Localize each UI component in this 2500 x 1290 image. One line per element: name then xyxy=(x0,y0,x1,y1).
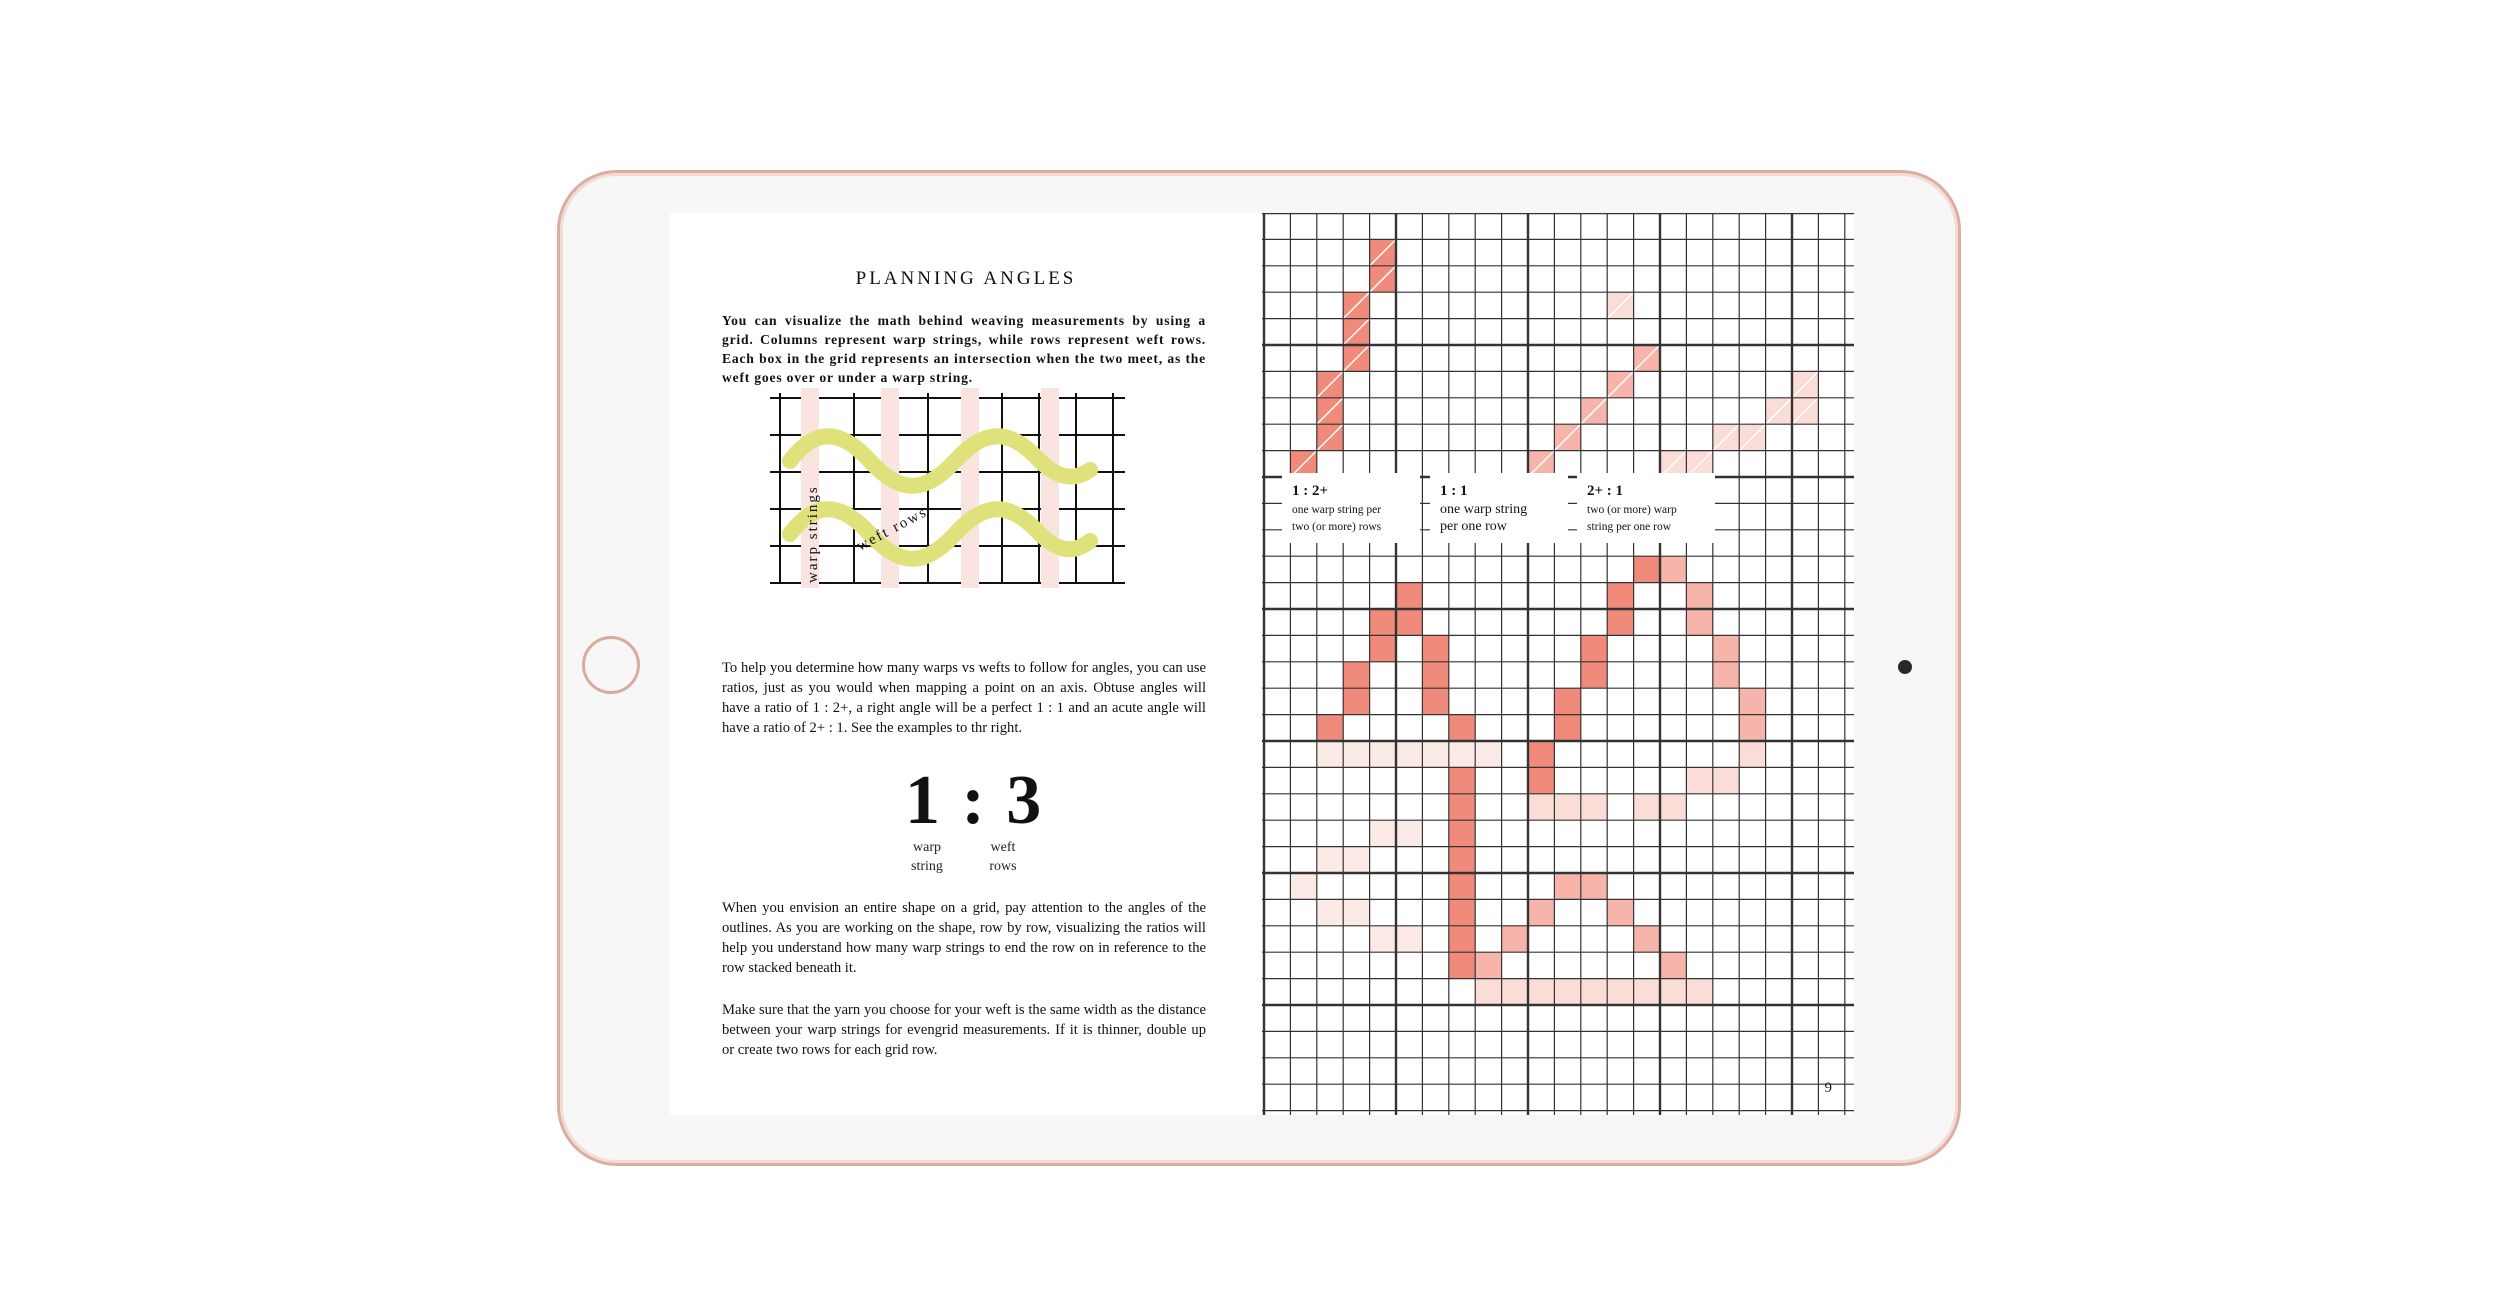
ratio-paragraph: To help you determine how many warps vs wefts to follow for angles, you can use ratios, just as you would when mapping a point on an axis. Obtuse angles will have a ratio of 1 : 2+, a right angle will be a perfect 1 : 1 and an acute angle will have a ratio of 2+ : 1. See the examples to thr right. xyxy=(722,660,1206,736)
grid-cell xyxy=(1713,635,1739,661)
grid-cell xyxy=(1343,688,1369,714)
grid-cell xyxy=(1502,926,1528,952)
grid-cell xyxy=(1396,609,1422,635)
grid-cell xyxy=(1370,741,1396,767)
grid-cell xyxy=(1317,847,1343,873)
grid-cell xyxy=(1554,873,1580,899)
grid-cell xyxy=(1449,767,1475,793)
grid-cell xyxy=(1475,741,1501,767)
grid-cell xyxy=(1317,899,1343,925)
grid-cell xyxy=(1554,794,1580,820)
grid-cell xyxy=(1581,979,1607,1005)
grid-cell xyxy=(1607,979,1633,1005)
grid-cell xyxy=(1554,715,1580,741)
grid-cell xyxy=(1607,583,1633,609)
grid-cell xyxy=(1634,794,1660,820)
example-line-1: two (or more) warp xyxy=(1587,504,1677,516)
grid-cell xyxy=(1422,741,1448,767)
screen xyxy=(670,213,1854,1115)
grid-cell xyxy=(1449,952,1475,978)
grid-cell xyxy=(1634,926,1660,952)
grid-cell xyxy=(1739,741,1765,767)
ratio-left-label-1: warp xyxy=(913,840,941,855)
grid-cell xyxy=(1370,635,1396,661)
grid-cell xyxy=(1475,979,1501,1005)
grid-cell xyxy=(1634,556,1660,582)
grid-cell xyxy=(1686,609,1712,635)
grid-cell xyxy=(1343,899,1369,925)
grid-cell xyxy=(1686,979,1712,1005)
grid-cell xyxy=(1396,820,1422,846)
grid-cell xyxy=(1343,847,1369,873)
right-page xyxy=(1262,213,1854,1115)
grid-cell xyxy=(1660,556,1686,582)
intro-paragraph: You can visualize the math behind weaving measurements by using a grid. Columns represent warp strings, while rows represent weft rows. Each box in the grid represents an intersection when the two meet, as the weft goes over or under a warp string. xyxy=(722,313,1206,385)
grid-cell xyxy=(1528,741,1554,767)
grid-cell xyxy=(1396,583,1422,609)
grid-cell xyxy=(1528,794,1554,820)
grid-cell xyxy=(1370,926,1396,952)
grid-cell xyxy=(1581,873,1607,899)
grid-cell xyxy=(1554,688,1580,714)
grid-cell xyxy=(1607,609,1633,635)
grid-cell xyxy=(1528,899,1554,925)
grid-cell xyxy=(1449,899,1475,925)
angle-grid xyxy=(1262,213,1854,1115)
camera-dot xyxy=(1898,660,1912,674)
page-title: PLANNING ANGLES xyxy=(855,268,1077,289)
ratio-right-label-2: rows xyxy=(989,859,1017,874)
example-line-2: string per one row xyxy=(1587,521,1671,533)
grid-cell xyxy=(1422,662,1448,688)
grid-cell xyxy=(1581,635,1607,661)
home-button[interactable] xyxy=(582,636,640,694)
grid-cell xyxy=(1449,715,1475,741)
warp-string-bar xyxy=(961,388,979,588)
grid-cell xyxy=(1660,979,1686,1005)
grid-cell xyxy=(1396,926,1422,952)
ratio-left-label-2: string xyxy=(911,859,943,874)
left-page xyxy=(670,213,1262,1115)
grid-cell xyxy=(1343,662,1369,688)
grid-cell xyxy=(1581,794,1607,820)
grid-cell xyxy=(1449,873,1475,899)
grid-cell xyxy=(1422,688,1448,714)
grid-cell xyxy=(1290,873,1316,899)
grid-cell xyxy=(1739,715,1765,741)
warp-string-bar xyxy=(1041,388,1059,588)
grid-cell xyxy=(1370,820,1396,846)
grid-cell xyxy=(1713,662,1739,688)
grid-cell xyxy=(1502,979,1528,1005)
grid-cell xyxy=(1739,688,1765,714)
grid-cell xyxy=(1607,899,1633,925)
grid-cell xyxy=(1528,979,1554,1005)
grid-cell xyxy=(1554,979,1580,1005)
grid-cell xyxy=(1449,847,1475,873)
grid-cell xyxy=(1528,767,1554,793)
ratio-right-label-1: weft xyxy=(990,840,1016,855)
grid-cell xyxy=(1449,794,1475,820)
grid-cell xyxy=(1713,767,1739,793)
grid-cell xyxy=(1317,741,1343,767)
ratio-display: 1 : 3 xyxy=(905,762,1044,839)
ratio-right-label xyxy=(968,838,1038,876)
example-ratio: 2+ : 1 xyxy=(1587,483,1624,499)
example-line-1: one warp string per xyxy=(1292,504,1382,516)
example-ratio: 1 : 1 xyxy=(1440,483,1468,499)
warp-strings-label: warp strings xyxy=(805,485,821,583)
grid-cell xyxy=(1686,767,1712,793)
grid-cell xyxy=(1449,820,1475,846)
weave-diagram xyxy=(760,388,1160,593)
grid-cell xyxy=(1449,926,1475,952)
grid-cell xyxy=(1634,979,1660,1005)
grid-cell xyxy=(1660,794,1686,820)
example-line-1: one warp string xyxy=(1440,502,1528,517)
shape-paragraph: When you envision an entire shape on a grid, pay attention to the angles of the outlines. As you are working on the shape, row by row, visualizing the ratios will help you understand how many warp strings to end the row on in reference to the row stacked beneath it. xyxy=(722,900,1206,976)
grid-cell xyxy=(1449,741,1475,767)
ratio-left-label xyxy=(892,838,962,876)
grid-cell xyxy=(1396,741,1422,767)
yarn-paragraph: Make sure that the yarn you choose for your weft is the same width as the distance between your warp strings for evengrid measurements. If it is thinner, double up or create two rows for each grid row. xyxy=(722,1002,1206,1058)
weft-rows-label: weft rows xyxy=(854,503,931,555)
grid-cell xyxy=(1343,741,1369,767)
grid-cell xyxy=(1660,952,1686,978)
grid-cell xyxy=(1422,635,1448,661)
grid-cell xyxy=(1370,609,1396,635)
grid-cell xyxy=(1317,715,1343,741)
example-ratio: 1 : 2+ xyxy=(1292,483,1329,499)
example-line-2: per one row xyxy=(1440,519,1507,534)
grid-cell xyxy=(1686,583,1712,609)
grid-cell xyxy=(1581,662,1607,688)
example-line-2: two (or more) rows xyxy=(1292,521,1382,533)
page-number: 9 xyxy=(1824,1080,1832,1096)
grid-cell xyxy=(1475,952,1501,978)
